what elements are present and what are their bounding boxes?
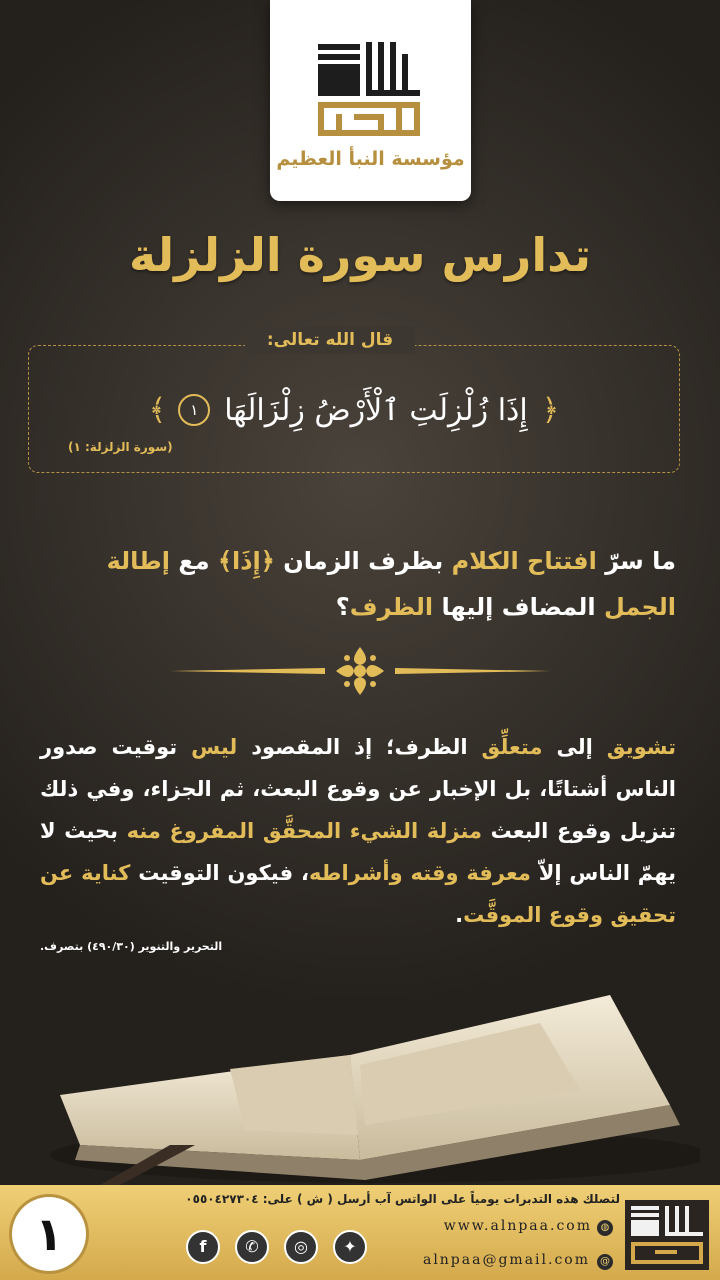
facebook-icon[interactable]: f xyxy=(186,1230,220,1264)
kufic-logo-icon xyxy=(316,36,426,142)
verse-row xyxy=(28,380,680,440)
website-link[interactable]: www.alnpaa.com xyxy=(443,1218,592,1234)
question-highlight: افتتاح الكلام xyxy=(451,547,597,575)
open-book-icon xyxy=(20,985,700,1185)
answer-highlight: معرفة وقته وأشراطه xyxy=(308,861,531,885)
logo-card xyxy=(270,0,471,201)
answer-part: ، فيكون التوقيت xyxy=(130,861,309,885)
email-link[interactable]: alnpaa@gmail.com xyxy=(422,1252,590,1268)
ornament-open-icon: ﴿ xyxy=(541,392,560,428)
verse-number: ١ xyxy=(178,394,210,426)
divider-ornament-icon xyxy=(165,645,555,697)
source-citation: التحرير والتنوير (٤٩٠/٣٠) بتصرف. xyxy=(40,940,223,953)
answer-highlight: كناية عن تحقيق وقوع الموقَّت xyxy=(40,861,676,927)
question-highlight: ﴿إِذَا﴾ xyxy=(217,547,275,575)
question-highlight: الظرف xyxy=(349,593,434,621)
footer-logo-icon xyxy=(625,1200,709,1270)
question-part: ؟ xyxy=(335,593,350,621)
answer-highlight: تشويق xyxy=(606,735,677,759)
answer-part: الظرف؛ إذ المقصود xyxy=(237,735,482,759)
answer-part: إلى xyxy=(542,735,607,759)
verse-text: إِذَا زُلْزِلَتِ ٱلْأَرْضُ زِلْزَالَهَا xyxy=(224,392,528,428)
question-part: بظرف الزمان xyxy=(274,547,452,575)
question-part: ما سرّ xyxy=(596,547,676,575)
subscribe-text: لتصلك هذه التدبرات يومياً على الواتس آب أرسل ( ش ) على: ٠٥٥٠٤٢٧٣٠٤ xyxy=(185,1192,620,1206)
question-part: مع xyxy=(169,547,218,575)
twitter-icon[interactable]: ✦ xyxy=(333,1230,367,1264)
verse-intro: قال الله تعالى: xyxy=(245,326,415,354)
question-highlight: إطالة الجمل xyxy=(106,547,676,621)
answer-text xyxy=(40,726,676,936)
answer-part: . xyxy=(455,903,464,927)
page-title: تدارس سورة الزلزلة xyxy=(128,228,592,282)
globe-icon: ◍ xyxy=(597,1220,613,1236)
answer-highlight: ليس xyxy=(191,735,238,759)
answer-highlight: منزلة الشيء المحقَّق المفروغ منه xyxy=(126,819,483,843)
verse-reference: (سورة الزلزلة: ١) xyxy=(68,440,173,454)
whatsapp-icon[interactable]: ✆ xyxy=(235,1230,269,1264)
at-icon: @ xyxy=(597,1254,613,1270)
answer-highlight: متعلِّق xyxy=(481,735,543,759)
question-text xyxy=(40,538,676,630)
instagram-icon[interactable]: ◎ xyxy=(284,1230,318,1264)
answer-part: بحيث لا يهمّ الناس إلاّ xyxy=(40,819,676,885)
ornament-close-icon: ﴾ xyxy=(148,392,167,428)
logo-name: مؤسسة النبأ العظيم xyxy=(276,148,465,170)
question-part: المضاف إليها xyxy=(433,593,604,621)
card-number-badge: ١ xyxy=(12,1197,86,1271)
answer-part: توقيت صدور الناس أشتاتًا، بل الإخبار عن وقوع البعث، ثم الجزاء، وفي ذلك تنزيل وقوع البعث xyxy=(40,735,676,843)
